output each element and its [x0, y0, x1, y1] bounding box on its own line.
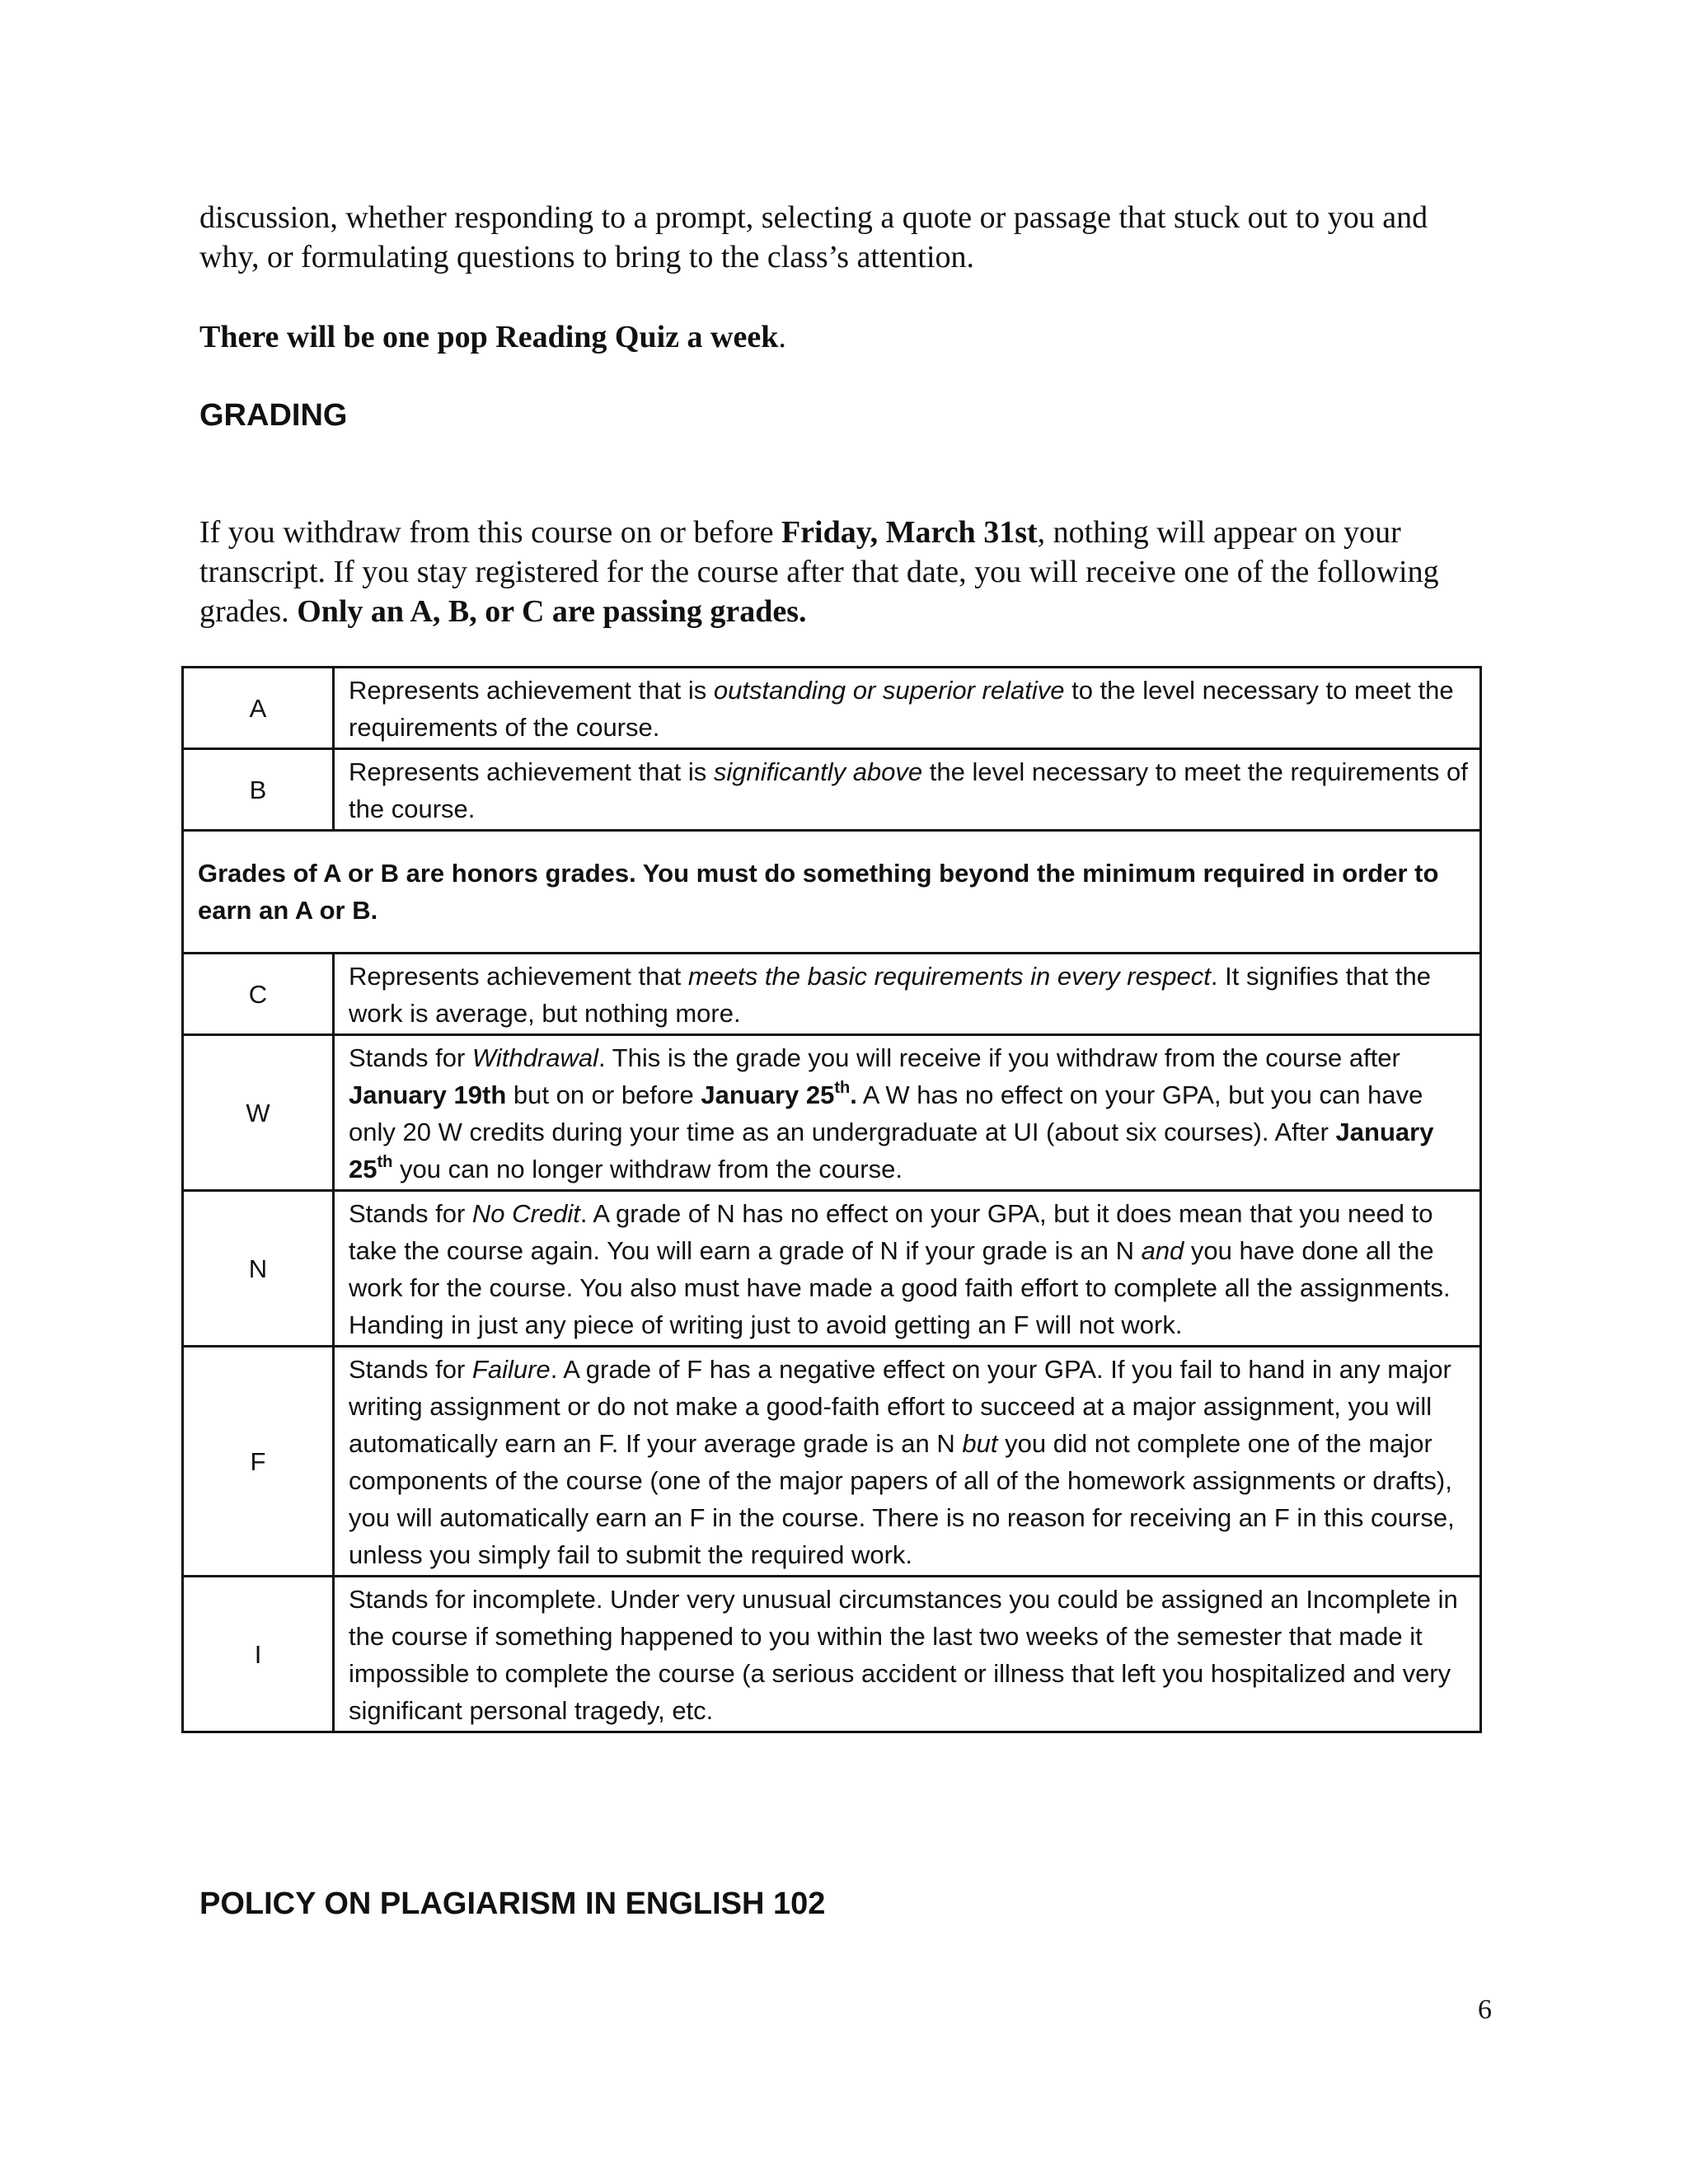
passing-grades-note: Only an A, B, or C are passing grades. [297, 594, 807, 629]
grade-row-a [183, 668, 1481, 749]
grade-row-i [183, 1577, 1481, 1732]
grade-row-c [183, 954, 1481, 1035]
grade-row-b [183, 749, 1481, 831]
grade-description: Represents achievement that is significantly above the level necessary to meet the requirements of the course. [334, 749, 1481, 831]
grade-letter: A [183, 668, 334, 749]
grade-letter: I [183, 1577, 334, 1732]
withdraw-text-1: If you withdraw from this course on or before [199, 515, 781, 550]
grade-letter: F [183, 1347, 334, 1577]
grade-row-f [183, 1347, 1481, 1577]
withdraw-text-2: , nothing will appear on your transcript. If you stay registered for the course after that date, you will receive one of the following grades. [199, 515, 1439, 629]
quiz-statement-end: . [778, 320, 786, 354]
grade-row-n [183, 1191, 1481, 1347]
grade-row-w [183, 1035, 1481, 1191]
grade-description: Stands for No Credit. A grade of N has no effect on your GPA, but it does mean that you need to take the course again. You will earn a grade of N if your grade is an N and you have done all the work for the course. You also must have made a good faith effort to complete all the assignments. Handing in just any piece of writing just to avoid getting an F will not work. [334, 1191, 1481, 1347]
quiz-statement-bold: There will be one pop Reading Quiz a week [199, 320, 779, 354]
intro-text: discussion, whether responding to a prompt, selecting a quote or passage that stuck out to you and why, or formulating questions to bring to the class’s attention. [199, 200, 1428, 274]
withdraw-paragraph [199, 513, 1485, 631]
honors-note: Grades of A or B are honors grades. You must do something beyond the minimum required in order to earn an A or B. [183, 831, 1481, 954]
grading-heading: GRADING [199, 398, 348, 433]
grade-letter: C [183, 954, 334, 1035]
grade-letter: W [183, 1035, 334, 1191]
grade-description: Represents achievement that is outstanding or superior relative to the level necessary to meet the requirements of the course. [334, 668, 1481, 749]
honors-note-row [183, 831, 1481, 954]
grades-table [181, 666, 1482, 1733]
grade-letter: N [183, 1191, 334, 1347]
quiz-statement [199, 317, 1485, 357]
grade-description: Stands for Failure. A grade of F has a negative effect on your GPA. If you fail to hand in any major writing assignment or do not make a good-faith effort to succeed at a major assignment, you will automatically earn an F. If your average grade is an N but you did not complete one of the major components of the course (one of the major papers of all of the homework assignments or drafts), you will automatically earn an F in the course. There is no reason for receiving an F in this course, unless you simply fail to submit the required work. [334, 1347, 1481, 1577]
withdraw-date: Friday, March 31st [781, 515, 1038, 550]
grade-description: Stands for incomplete. Under very unusual circumstances you could be assigned an Incomplete in the course if something happened to you within the last two weeks of the semester that made it impossible to complete the course (a serious accident or illness that left you hospitalized and very significant personal tragedy, etc. [334, 1577, 1481, 1732]
page-number: 6 [1478, 1994, 1492, 2025]
grade-description: Stands for Withdrawal. This is the grade you will receive if you withdraw from the course after January 19th but on or before January 25th. A W has no effect on your GPA, but you can have only 20 W credits during your time as an undergraduate at UI (about six courses). After January 25th you can no longer withdraw from the course. [334, 1035, 1481, 1191]
grade-description: Represents achievement that meets the basic requirements in every respect. It signifies that the work is average, but nothing more. [334, 954, 1481, 1035]
grade-letter: B [183, 749, 334, 831]
intro-paragraph [199, 198, 1485, 277]
plagiarism-heading: POLICY ON PLAGIARISM IN ENGLISH 102 [199, 1886, 826, 1921]
